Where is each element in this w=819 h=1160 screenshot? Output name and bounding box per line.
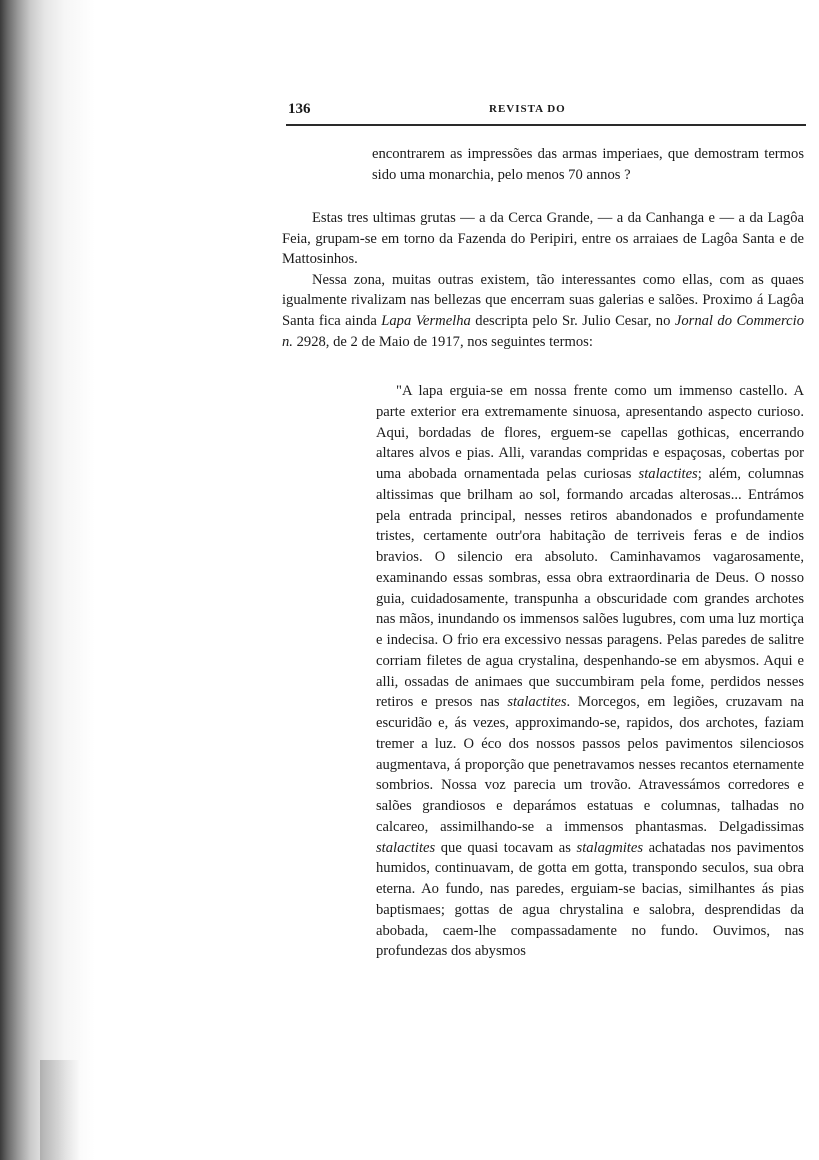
- quote-paragraph: [376, 381, 804, 962]
- italic-lapa-vermelha: Lapa Vermelha: [381, 312, 471, 329]
- quote-seg-4: que quasi tocavam as: [435, 839, 577, 856]
- quote-seg-3: . Morcegos, em legiões, cruzavam na escuridão e, ás vezes, approximando-se, rapidos, dos archotes, faziam tremer a luz. O éco dos nossos passos pelos pavimentos silenciosos augmentava, á proporção que penetravamos nesses recantos eternamente sombrios. Nossa voz parecia um trovão. Atravessámos corredores e salões grandiosos e deparámos estatuas e columnas, talhadas no calcareo, assimilhando-se a immensos phantasmas. Delgadissimas: [376, 694, 804, 835]
- block-quote: [376, 381, 804, 962]
- header-rule: [286, 124, 806, 126]
- quote-italic-3: stalactites: [376, 839, 436, 856]
- paragraph-text-3: 2928, de 2 de Maio de 1917, nos seguintes termos:: [292, 333, 593, 350]
- running-head: [285, 101, 805, 121]
- paragraph-grutas: Estas tres ultimas grutas — a da Cerca Grande, — a da Canhanga e — a da Lagôa Feia, grupam-se em torno da Fazenda do Peripiri, entre os arraiaes de Lagôa Santa e de Mattosinhos.: [282, 210, 804, 268]
- binding-lower-shadow: [40, 1060, 80, 1160]
- italic-jornal: Jornal do Commercio n.: [282, 312, 805, 350]
- quote-italic-2: stalactites: [507, 694, 567, 711]
- journal-title: REVISTA DO: [489, 103, 566, 115]
- body-paragraphs: [282, 208, 804, 352]
- intro-paragraph-block: [372, 144, 804, 185]
- page-number: 136: [288, 101, 311, 117]
- paragraph-lapa-vermelha: [282, 270, 804, 352]
- quote-italic-4: stalagmites: [576, 839, 643, 856]
- quote-seg-5: achatadas nos pavimentos humidos, continuavam, de gotta em gotta, transpondo seculos, sua obra eterna. Ao fundo, nas paredes, erguiam-se bacias, similhantes ás pias baptismaes; gottas de agua chrystalina e salobra, desprendidas da abobada, caem-lhe compassadamente no fundo. Ouvimos, nas profundezas dos abysmos: [376, 839, 804, 960]
- paragraph-text-2: descripta pelo Sr. Julio Cesar, no: [470, 312, 675, 329]
- book-binding-shadow: [0, 0, 95, 1160]
- intro-paragraph: encontrarem as impressões das armas imperiaes, que demostram termos sido uma monarchia, pelo menos 70 annos ?: [372, 146, 804, 183]
- quote-seg-1: "A lapa erguia-se em nossa frente como um immenso castello. A parte exterior era extremamente sinuosa, apresentando aspecto curioso. Aqui, bordadas de flores, erguem-se capellas gothicas, encerrando altares alvos e pias. Alli, varandas compridas e espaçosas, cobertas por uma abobada ornamentada pelas curiosas: [376, 383, 804, 482]
- quote-italic-1: stalactites: [638, 466, 698, 482]
- paragraph-text-1: Nessa zona, muitas outras existem, tão interessantes como ellas, com as quaes igualmente rivalizam nas bellezas que encerram suas galerias e salões. Proximo á Lagôa Santa fica ainda: [282, 271, 804, 329]
- quote-seg-2: ; além, columnas altissimas que brilham ao sol, formando arcadas alterosas... Entrámos pela entrada principal, nesses retiros abandonados e profundamente tristes, certamente outr'ora habitação de terriveis feras e de indios bravios. O silencio era absoluto. Caminhavamos vagarosamente, examinando essas sombras, essa obra extraordinaria de Deus. O nosso guia, cuidadosamente, transpunha a obscuridade com grandes archotes nas mãos, inundando os immensos salões lugubres, com uma luz mortiça e indecisa. O frio era excessivo nessas paragens. Pelas paredes de salitre corriam filetes de agua crystalina, despenhando-se em abysmos. Aqui e alli, ossadas de animaes que succumbiram pela fome, perdidos nesses retiros e presos nas: [376, 466, 804, 711]
